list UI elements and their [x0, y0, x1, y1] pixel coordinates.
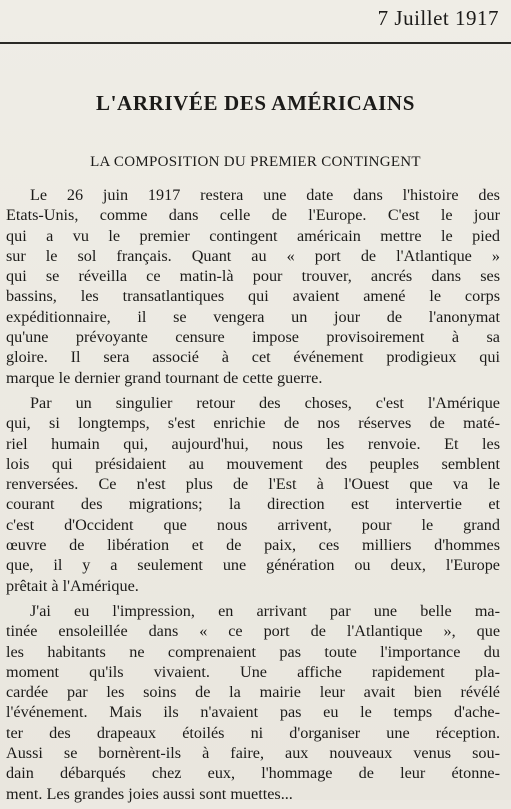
text-line: qu'une prévoyante censure impose provisoirement à sa	[6, 328, 500, 347]
text-line: œuvre de libération et de paix, ces milliers d'hommes	[6, 536, 500, 555]
text-line: les habitants ne comprenaient pas toute l'importance du	[6, 642, 500, 661]
text-line: renversées. Ce n'est plus de l'Est à l'Ouest que va le	[6, 475, 500, 494]
text-line: ter des drapeaux étoilés ni d'organiser une réception.	[6, 723, 500, 742]
issue-date: 7 Juillet 1917	[377, 6, 499, 30]
paragraph-3	[6, 601, 500, 804]
text-line: prêtait à l'Amérique.	[6, 576, 139, 595]
text-line: cardée par les soins de la mairie leur avait bien révélé	[6, 683, 500, 702]
text-line: Aussi se bornèrent-ils à faire, aux nouveaux venus sou-	[6, 744, 500, 763]
paragraph-2	[6, 393, 500, 596]
text-line: bassins, les transatlantiques qui avaient amené le corps	[6, 287, 500, 306]
text-line: sur le sol français. Quant au « port de l'Atlantique »	[6, 246, 500, 265]
text-line: ment. Les grandes joies aussi sont muettes...	[6, 784, 293, 803]
article-title: L'ARRIVÉE DES AMÉRICAINS	[96, 91, 415, 115]
text-line: l'événement. Mais ils n'avaient pas eu le temps d'ache-	[6, 703, 500, 722]
text-line: gloire. Il sera associé à cet événement prodigieux qui	[6, 348, 500, 367]
text-line: que, il y a seulement une génération ou deux, l'Europe	[6, 556, 500, 575]
text-line: qui se réveilla ce matin-là pour trouver, ancrés dans ses	[6, 267, 500, 286]
paragraph-1	[6, 185, 500, 388]
text-line: tinée ensoleillée dans « ce port de l'Atlantique », que	[6, 622, 500, 641]
article-body	[6, 185, 500, 809]
text-line: dain débarqués chez eux, l'hommage de leur étonne-	[6, 764, 500, 783]
text-line: courant des migrations; la direction est intervertie et	[6, 495, 500, 514]
text-line: qui a vu le premier contingent américain mettre le pied	[6, 226, 500, 245]
text-line: marque le dernier grand tournant de cette guerre.	[6, 368, 323, 387]
text-line: lois qui présidaient au mouvement des peuples semblent	[6, 454, 500, 473]
text-line: Par un singulier retour des choses, c'est l'Amérique	[30, 393, 500, 412]
text-line: Etats-Unis, comme dans celle de l'Europe. C'est le jour	[6, 206, 500, 225]
header-rule	[0, 42, 511, 44]
text-line: expéditionnaire, il se vengera un jour de l'anonymat	[6, 307, 500, 326]
text-line: Le 26 juin 1917 restera une date dans l'histoire des	[30, 186, 500, 204]
text-line: moment qu'ils vivaient. Une affiche rapidement pla-	[6, 662, 500, 681]
article-subtitle: LA COMPOSITION DU PREMIER CONTINGENT	[90, 154, 421, 170]
text-line: c'est d'Occident que nous arrivent, pour le grand	[6, 515, 500, 534]
text-line: riel humain qui, aujourd'hui, nous les renvoie. Et les	[6, 434, 500, 453]
text-line: qui, si longtemps, s'est enrichie de nos réserves de maté-	[6, 414, 500, 433]
text-line: J'ai eu l'impression, en arrivant par une belle ma-	[30, 601, 500, 620]
